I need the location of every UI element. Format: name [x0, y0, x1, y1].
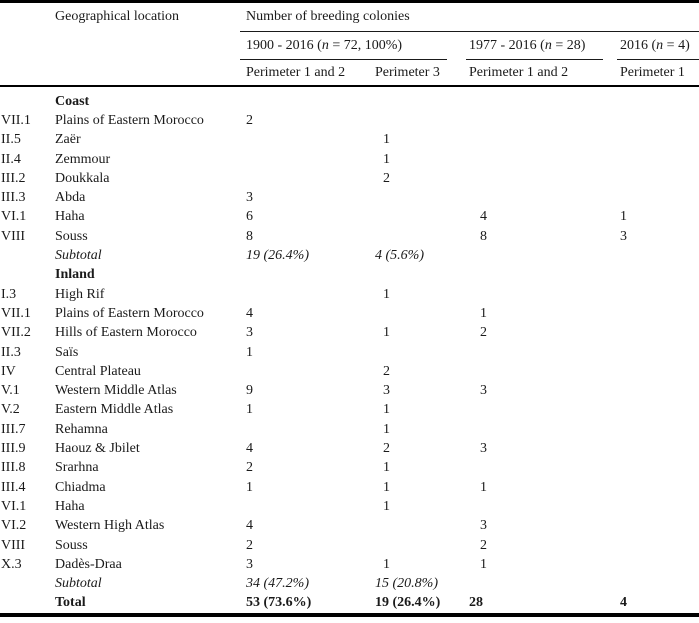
- value-cell: 1: [620, 209, 627, 225]
- value-cell: [610, 381, 699, 400]
- table-row: [0, 169, 699, 188]
- value-cell: 3: [246, 190, 253, 206]
- table-row: [0, 323, 699, 342]
- value-cell: [610, 420, 699, 439]
- region-name: High Rif: [55, 286, 105, 302]
- value-cell: 3: [620, 228, 627, 244]
- value-cell: [464, 362, 610, 381]
- value-cell: [464, 400, 610, 419]
- value-cell: 1: [383, 402, 390, 418]
- value-cell: [464, 458, 610, 477]
- value-cell: [368, 188, 464, 207]
- region-name: Western High Atlas: [55, 518, 165, 534]
- table-row: [0, 227, 699, 246]
- perimeter-1-header-2016: Perimeter 1: [610, 60, 699, 86]
- table-row: [0, 304, 699, 323]
- region-code: III.8: [1, 460, 26, 476]
- value-cell: 1: [383, 556, 390, 572]
- region-code: VII.1: [1, 113, 31, 128]
- value-cell: [240, 285, 368, 304]
- region-code: VI.1: [1, 209, 27, 225]
- value-cell: 4: [246, 441, 253, 457]
- value-cell: [610, 458, 699, 477]
- region-name: Zaër: [55, 132, 81, 148]
- value-cell: 15 (20.8%): [375, 576, 438, 592]
- value-cell: [610, 439, 699, 458]
- table-row: [0, 536, 699, 555]
- table-row: [0, 555, 699, 574]
- table-row: [0, 458, 699, 477]
- region-code: X.3: [1, 556, 22, 572]
- empty-cell: [55, 32, 240, 61]
- table-row: [0, 111, 699, 130]
- value-cell: 1: [383, 151, 390, 167]
- region-code: II.5: [1, 132, 21, 148]
- value-cell: 28: [469, 595, 483, 611]
- period-label: 2016 (: [620, 38, 657, 53]
- table-row: [0, 478, 699, 497]
- geographical-location-header: Geographical location: [55, 9, 180, 25]
- region-code: IV: [1, 363, 16, 379]
- region-name: Subtotal: [55, 576, 102, 592]
- region-code: II.3: [1, 344, 21, 360]
- value-cell: 2: [383, 170, 390, 186]
- value-cell: 2: [246, 537, 253, 553]
- region-code: VII.2: [1, 325, 31, 341]
- value-cell: [240, 169, 368, 188]
- value-cell: [368, 304, 464, 323]
- value-cell: 8: [480, 228, 487, 244]
- region-code: VIII: [1, 537, 26, 553]
- section-row: [0, 86, 699, 111]
- value-cell: [610, 169, 699, 188]
- region-name: Saïs: [55, 344, 79, 360]
- region-name: Rehamna: [55, 421, 108, 437]
- region-name: Zemmour: [55, 151, 111, 167]
- value-cell: [610, 478, 699, 497]
- n-symbol: n: [544, 38, 552, 53]
- table-row: [0, 381, 699, 400]
- n-symbol: n: [321, 38, 329, 53]
- value-cell: [464, 86, 610, 111]
- period-1977-2016-header: [464, 32, 610, 61]
- table-row: [0, 439, 699, 458]
- value-cell: [464, 497, 610, 516]
- value-cell: 3: [480, 441, 487, 457]
- value-cell: [610, 111, 699, 130]
- region-code: III.9: [1, 441, 26, 457]
- region-name: Plains of Eastern Morocco: [55, 113, 204, 128]
- value-cell: [610, 400, 699, 419]
- value-cell: 1: [383, 286, 390, 302]
- region-name: Subtotal: [55, 248, 102, 264]
- value-cell: [240, 265, 368, 284]
- value-cell: 19 (26.4%): [246, 248, 309, 264]
- value-cell: 34 (47.2%): [246, 576, 309, 592]
- value-cell: [464, 420, 610, 439]
- value-cell: 1: [383, 498, 390, 514]
- value-cell: 3: [383, 383, 390, 399]
- value-cell: [464, 246, 610, 265]
- value-cell: [610, 150, 699, 169]
- region-name: Haouz & Jbilet: [55, 441, 140, 457]
- empty-cell: [0, 60, 55, 86]
- header-underline: [240, 59, 447, 60]
- table-row: [0, 188, 699, 207]
- region-code: [0, 246, 55, 265]
- header-row-group: [0, 2, 699, 32]
- region-name: Souss: [55, 228, 88, 244]
- value-cell: [368, 227, 464, 246]
- value-cell: [610, 265, 699, 284]
- value-cell: 3: [246, 556, 253, 572]
- value-cell: 4: [480, 209, 487, 225]
- region-code: V.2: [1, 402, 20, 418]
- value-cell: [610, 246, 699, 265]
- value-cell: [368, 111, 464, 130]
- value-cell: 1: [246, 479, 253, 495]
- value-cell: [610, 323, 699, 342]
- region-code: VI.1: [1, 498, 27, 514]
- region-name: Hills of Eastern Morocco: [55, 325, 197, 341]
- value-cell: [240, 86, 368, 111]
- value-cell: [464, 188, 610, 207]
- value-cell: [368, 207, 464, 226]
- value-cell: [368, 86, 464, 111]
- value-cell: 3: [246, 325, 253, 341]
- value-cell: [464, 169, 610, 188]
- header-underline: [466, 59, 603, 60]
- total-row: [0, 593, 699, 614]
- value-cell: [464, 285, 610, 304]
- value-cell: 1: [383, 479, 390, 495]
- value-cell: [368, 516, 464, 535]
- value-cell: [240, 420, 368, 439]
- table-row: [0, 420, 699, 439]
- value-cell: [368, 343, 464, 362]
- region-code: [0, 86, 55, 111]
- value-cell: 2: [480, 325, 487, 341]
- breeding-colonies-header: [240, 2, 699, 32]
- value-cell: [240, 362, 368, 381]
- region-name: Central Plateau: [55, 363, 141, 379]
- header-row-perimeters: [0, 60, 699, 86]
- corner-cell: [0, 2, 55, 32]
- region-code: VIII: [1, 228, 26, 244]
- region-code: III.3: [1, 190, 26, 206]
- value-cell: [610, 555, 699, 574]
- region-code: III.4: [1, 479, 26, 495]
- table-row: [0, 400, 699, 419]
- empty-cell: [55, 60, 240, 86]
- table-row: [0, 207, 699, 226]
- table-row: [0, 130, 699, 149]
- value-cell: [610, 343, 699, 362]
- period-label: 1900 - 2016 (: [246, 38, 322, 53]
- region-name: Haha: [55, 498, 85, 514]
- table-row: [0, 285, 699, 304]
- value-cell: 4: [246, 518, 253, 534]
- region-name: Doukkala: [55, 170, 110, 186]
- region-name: Plains of Eastern Morocco: [55, 305, 204, 321]
- region-code: VI.2: [1, 518, 27, 534]
- region-code: [0, 593, 55, 614]
- header-underline: [617, 59, 699, 60]
- region-code: [0, 265, 55, 284]
- value-cell: [610, 362, 699, 381]
- period-1900-2016-header: [240, 32, 464, 61]
- perimeter-1-and-2-header-1900: Perimeter 1 and 2: [240, 60, 368, 86]
- value-cell: 1: [246, 344, 253, 360]
- value-cell: 9: [246, 383, 253, 399]
- region-name: Western Middle Atlas: [55, 383, 177, 399]
- table-row: [0, 150, 699, 169]
- value-cell: [240, 497, 368, 516]
- breeding-colonies-label: Number of breeding colonies: [246, 9, 410, 24]
- value-cell: [610, 188, 699, 207]
- value-cell: 2: [246, 460, 253, 476]
- value-cell: 1: [246, 402, 253, 418]
- value-cell: 1: [480, 305, 487, 321]
- perimeter-1-and-2-header-1977: Perimeter 1 and 2: [464, 60, 610, 86]
- value-cell: 4: [246, 305, 253, 321]
- value-cell: [368, 536, 464, 555]
- period-label: = 4): [663, 38, 690, 53]
- region-name: Souss: [55, 537, 88, 553]
- table-row: [0, 343, 699, 362]
- value-cell: 4 (5.6%): [375, 248, 424, 264]
- region-code: [0, 574, 55, 593]
- table-row: [0, 516, 699, 535]
- region-name: Total: [55, 595, 86, 611]
- value-cell: 1: [480, 479, 487, 495]
- value-cell: [610, 304, 699, 323]
- value-cell: 2: [383, 441, 390, 457]
- value-cell: 53 (73.6%): [246, 595, 312, 611]
- value-cell: [610, 130, 699, 149]
- period-label: 1977 - 2016 (: [469, 38, 545, 53]
- value-cell: 1: [383, 421, 390, 437]
- value-cell: [464, 150, 610, 169]
- region-name: Abda: [55, 190, 86, 206]
- value-cell: 19 (26.4%): [375, 595, 441, 611]
- value-cell: [610, 536, 699, 555]
- value-cell: [464, 111, 610, 130]
- value-cell: 2: [480, 537, 487, 553]
- table-row: [0, 497, 699, 516]
- perimeter-3-header: Perimeter 3: [368, 60, 464, 86]
- value-cell: [464, 574, 610, 593]
- section-row: [0, 265, 699, 284]
- value-cell: [464, 343, 610, 362]
- value-cell: 8: [246, 228, 253, 244]
- region-name: Dadès-Draa: [55, 556, 122, 572]
- value-cell: 1: [383, 325, 390, 341]
- region-code: I.3: [1, 286, 17, 302]
- empty-cell: [0, 32, 55, 61]
- period-2016-header: [610, 32, 699, 61]
- value-cell: 2: [383, 363, 390, 379]
- region-name: Haha: [55, 209, 85, 225]
- value-cell: [610, 574, 699, 593]
- region-name: Inland: [55, 267, 95, 283]
- value-cell: [610, 86, 699, 111]
- subtotal-row: [0, 246, 699, 265]
- subtotal-row: [0, 574, 699, 593]
- value-cell: [610, 497, 699, 516]
- value-cell: [464, 265, 610, 284]
- value-cell: [610, 516, 699, 535]
- region-code: V.1: [1, 383, 20, 399]
- n-symbol: n: [656, 38, 664, 53]
- header-row-periods: [0, 32, 699, 61]
- region-name: Eastern Middle Atlas: [55, 402, 174, 418]
- value-cell: [240, 150, 368, 169]
- region-code: III.7: [1, 421, 26, 437]
- value-cell: 1: [480, 556, 487, 572]
- value-cell: 3: [480, 383, 487, 399]
- table-row: [0, 362, 699, 381]
- region-code: II.4: [1, 151, 21, 167]
- value-cell: 3: [480, 518, 487, 534]
- region-code: III.2: [1, 170, 26, 186]
- region-name: Srarhna: [55, 460, 99, 476]
- value-cell: 4: [620, 595, 627, 611]
- region-name: Coast: [55, 93, 90, 109]
- table-body: [0, 86, 699, 615]
- value-cell: 6: [246, 209, 253, 225]
- period-label: = 28): [551, 38, 586, 53]
- value-cell: 1: [383, 132, 390, 148]
- value-cell: 2: [246, 113, 253, 128]
- value-cell: [368, 265, 464, 284]
- value-cell: [464, 130, 610, 149]
- value-cell: [240, 130, 368, 149]
- period-label: = 72, 100%): [328, 38, 403, 53]
- value-cell: 1: [383, 460, 390, 476]
- region-code: VII.1: [1, 305, 31, 321]
- value-cell: [610, 285, 699, 304]
- region-name: Chiadma: [55, 479, 106, 495]
